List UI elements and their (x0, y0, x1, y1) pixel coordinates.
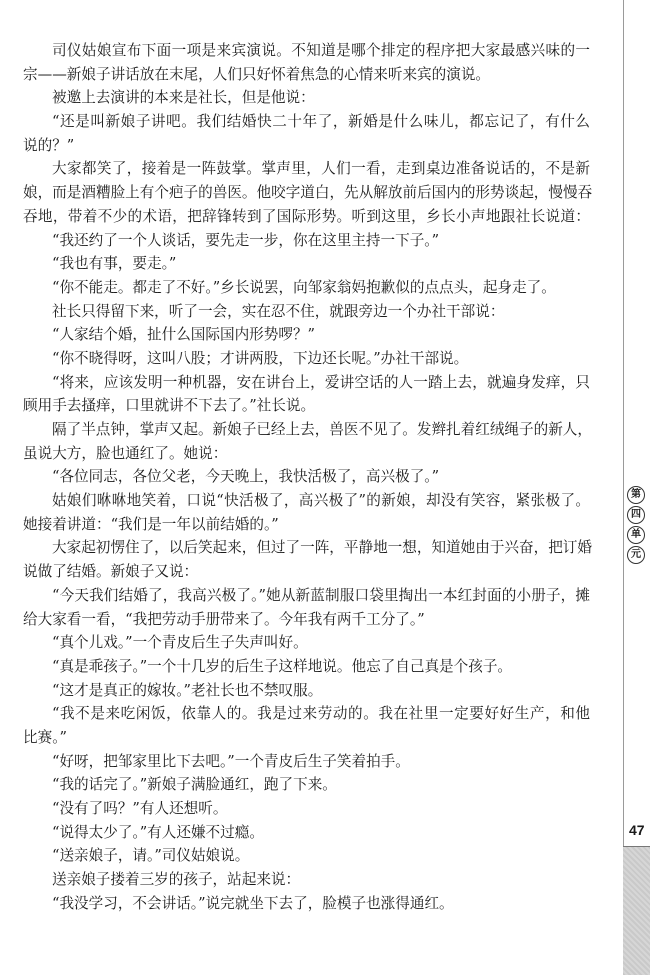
margin-rule (623, 0, 624, 974)
text-line: “我还约了一个人谈话，要先走一步，你在这里主持一下子。” (52, 231, 440, 249)
text-line: “我也有事，要走。” (52, 255, 177, 273)
text-line: “我不是来吃闲饭，依靠人的。我是过来劳动的。我在社里一定要好好生产，和他 (52, 705, 590, 723)
body-text (23, 39, 593, 915)
unit-badge-char: 四 (627, 506, 645, 524)
text-line: “各位同志，各位父老，今天晚上，我快活极了，高兴极了。” (52, 468, 440, 486)
text-line: 大家起初愣住了，以后笑起来，但过了一阵，平静地一想，知道她由于兴奋，把订婚 (52, 539, 592, 557)
margin-tab (623, 846, 650, 975)
text-line: “送亲娘子，请。”司仪姑娘说。 (52, 847, 250, 865)
text-line: “将来，应该发明一种机器，安在讲台上，爱讲空话的人一踏上去，就遍身发痒，只 (52, 373, 590, 391)
text-line: 说的？” (23, 136, 75, 154)
text-line: 虽说大方，脸也通红了。她说： (23, 444, 228, 462)
text-line: “好呀，把邹家里比下去吧。”一个青皮后生子笑着拍手。 (52, 752, 410, 770)
text-line: 大家都笑了，接着是一阵鼓掌。掌声里，人们一看，走到桌边准备说话的，不是新 (52, 160, 590, 178)
text-line: 司仪姑娘宣布下面一项是来宾演说。不知道是哪个排定的程序把大家最感兴味的一 (52, 42, 590, 59)
text-line: 吞地，带着不少的术语，把辞锋转到了国际形势。听到这里，乡长小声地跟社长说道： (23, 207, 590, 225)
text-line: “真个儿戏。”一个青皮后生子失声叫好。 (52, 634, 308, 652)
text-line: “你不晓得呀，这叫八股；才讲两股，下边还长呢。”办社干部说。 (52, 349, 469, 367)
text-line: 娘，而是酒糟脸上有个疤子的兽医。他咬字道白，先从解放前后国内的形势谈起，慢慢吞 (23, 184, 593, 202)
unit-badge-char: 元 (627, 546, 645, 564)
text-line: “真是乖孩子。”一个十几岁的后生子这样地说。他忘了自己真是个孩子。 (52, 657, 513, 675)
text-line: 顾用手去搔痒，口里就讲不下去了。”社长说。 (23, 397, 316, 415)
text-line: 被邀上去演讲的本来是社长，但是他说： (52, 89, 315, 107)
text-line: “今天我们结婚了，我高兴极了。”她从新蓝制服口袋里掏出一本红封面的小册子，摊 (52, 586, 590, 604)
text-line: “没有了吗？”有人还想听。 (52, 800, 228, 817)
unit-badge-char: 单 (627, 526, 645, 544)
unit-badge (627, 486, 645, 566)
page-number: 47 (629, 822, 645, 838)
text-line: 隔了半点钟，掌声又起。新娘子已经上去，兽医不见了。发辫扎着红绒绳子的新人， (52, 421, 592, 438)
text-line: “你不能走。都走了不好。”乡长说罢，向邹家翁妈抱歉似的点点头，起身走了。 (52, 278, 556, 296)
text-line: 姑娘们咻咻地笑着，口说“快活极了，高兴极了”的新娘，却没有笑容，紧张极了。 (52, 492, 590, 510)
text-line: “我没学习，不会讲话。”说完就坐下去了，脸模子也涨得通红。 (52, 894, 454, 912)
text-line: 社长只得留下来，听了一会，实在忍不住，就跟旁边一个办社干部说： (52, 302, 505, 320)
text-line: “我的话完了。”新娘子满脸通红，跑了下来。 (52, 776, 337, 794)
text-line: 她接着讲道：“我们是一年以前结婚的。” (23, 515, 279, 533)
text-line: “还是叫新娘子讲吧。我们结婚快二十年了，新婚是什么味儿，都忘记了，有什么 (52, 113, 590, 131)
text-line: 送亲娘子搂着三岁的孩子，站起来说： (52, 871, 301, 889)
text-line: “说得太少了。”有人还嫌不过瘾。 (52, 823, 264, 841)
text-line: 比赛。” (23, 728, 67, 746)
text-line: “这才是真正的嫁妆。”老社长也不禁叹服。 (52, 681, 323, 699)
text-line: “人家结个婚，扯什么国际国内形势啰？” (52, 326, 316, 344)
text-line: 宗——新娘子讲话放在末尾，人们只好怀着焦急的心情来听来宾的演说。 (23, 65, 491, 83)
unit-badge-char: 第 (627, 486, 645, 504)
text-line: 给大家看一看，“我把劳动手册带来了。今年我有两千工分了。” (23, 610, 425, 628)
text-line: 说做了结婚。新娘子又说： (23, 563, 199, 581)
